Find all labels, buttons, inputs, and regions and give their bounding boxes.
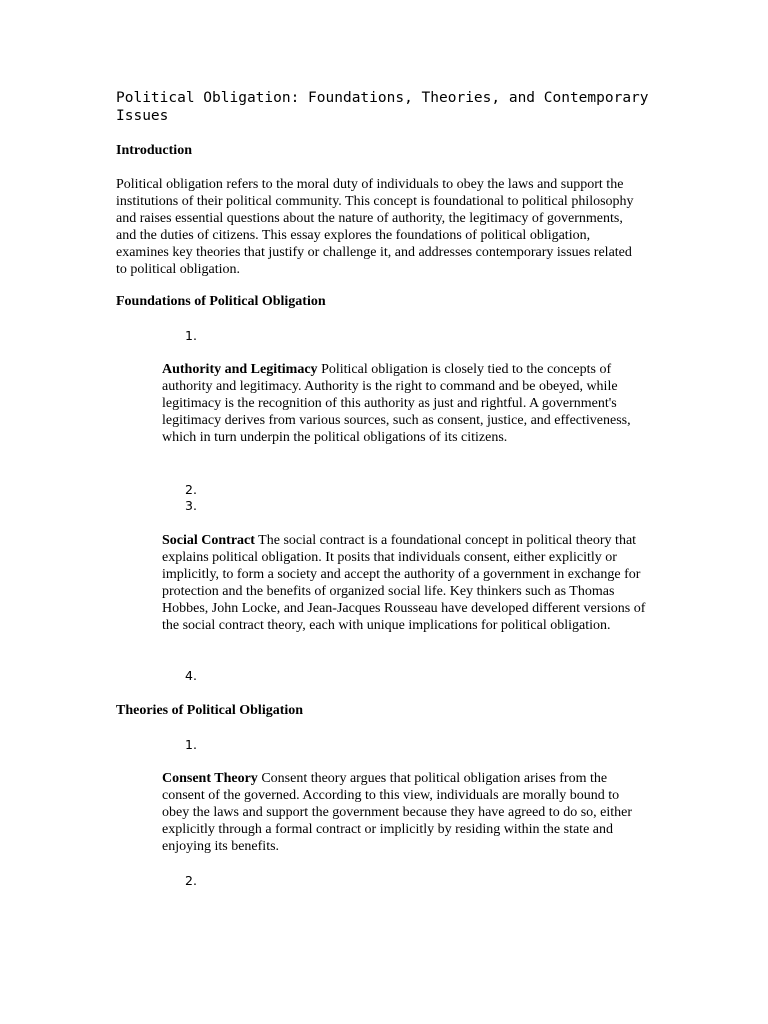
foundations-heading: Foundations of Political Obligation: [116, 294, 326, 309]
consent-theory-term: Consent Theory: [162, 771, 258, 786]
list-number: 3.: [185, 498, 197, 513]
list-number: 2.: [185, 482, 197, 497]
consent-theory-paragraph: [162, 770, 648, 855]
authority-legitimacy-term: Authority and Legitimacy: [162, 362, 318, 377]
list-number: 2.: [185, 873, 197, 888]
social-contract-text: The social contract is a foundational concept in political theory that explains political obligation. It posits that individuals consent, either explicitly or implicitly, to form a society and accept the authority of a government in exchange for protection and the benefits of organized social life. Key thinkers such as Thomas Hobbes, John Locke, and Jean-Jacques Rousseau have developed different versions of the social contract theory, each with unique implications for political obligation.: [162, 533, 646, 633]
authority-legitimacy-text: Political obligation is closely tied to the concepts of authority and legitimacy. Authority is the right to command and be obeyed, while legitimacy is the recognition of this authority as just and rightful. A government's legitimacy derives from various sources, such as consent, justice, and effectiveness, which in turn underpin the political obligations of its citizens.: [162, 362, 631, 445]
introduction-paragraph: Political obligation refers to the moral duty of individuals to obey the laws and support the institutions of their political community. This concept is foundational to political philosophy and raises essential questions about the nature of authority, the legitimacy of governments, and the duties of citizens. This essay explores the foundations of political obligation, examines key theories that justify or challenge it, and addresses contemporary issues related to political obligation.: [116, 177, 634, 277]
list-number: 1.: [185, 328, 197, 343]
theories-heading: Theories of Political Obligation: [116, 703, 304, 718]
list-number: 4.: [185, 668, 197, 683]
social-contract-term: Social Contract: [162, 533, 255, 548]
authority-legitimacy-paragraph: [162, 361, 648, 446]
document-title: Political Obligation: Foundations, Theories, and Contemporary Issues: [116, 90, 649, 124]
list-number: 1.: [185, 737, 197, 752]
social-contract-paragraph: [162, 532, 648, 634]
introduction-heading: Introduction: [116, 143, 192, 158]
consent-theory-text: Consent theory argues that political obligation arises from the consent of the governed. According to this view, individuals are morally bound to obey the laws and support the government because they have agreed to do so, either explicitly through a formal contract or implicitly by residing within the state and enjoying its benefits.: [162, 771, 633, 854]
